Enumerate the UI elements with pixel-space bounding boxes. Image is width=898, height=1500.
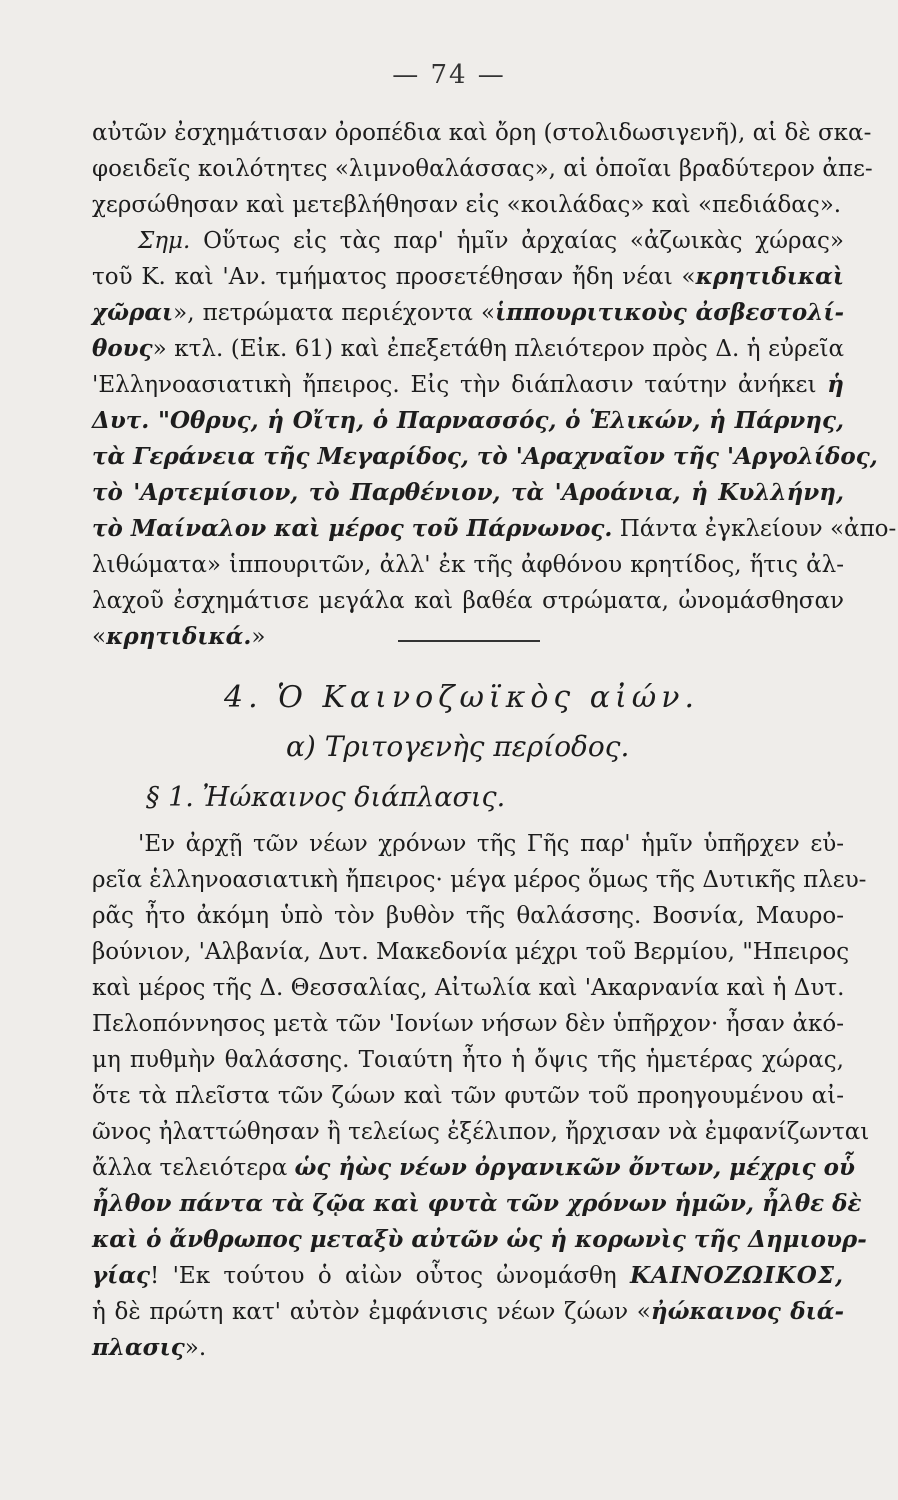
- text-line: [92, 331, 844, 367]
- text-run: «: [92, 624, 107, 650]
- emphasis-run: θους: [92, 335, 153, 362]
- emphasis-run: ΚΑΙΝΟΖΩΙΚΟΣ,: [630, 1262, 844, 1289]
- emphasis-run: τὸ Μαίναλον καὶ μέρος τοῦ Πάρνωνος.: [92, 515, 613, 542]
- text-line: [92, 511, 897, 547]
- text-line: Πελοπόννησος μετὰ τῶν 'Ιονίων νήσων δὲν ὑπῆρχον· ἦσαν ἀκό-: [92, 1011, 844, 1037]
- text-line: [92, 619, 844, 655]
- text-line: φοειδεῖς κοιλότητες «λιμνοθαλάσσας», αἱ ὁποῖαι βραδύτερον ἀπε-: [92, 156, 873, 182]
- subsection-heading: § 1. Ἠώκαινος διάπλασις.: [146, 782, 506, 813]
- text-line: [92, 1258, 844, 1294]
- paragraph-eocene: [92, 826, 870, 1366]
- emphasis-run: γίας: [92, 1262, 151, 1289]
- text-line: [92, 259, 844, 295]
- text-run: 'Ελληνοασιατικὴ ἤπειρος. Εἰς τὴν διάπλασιν ταύτην ἀνήκει: [92, 372, 828, 398]
- text-run: ἄλλα τελειότερα: [92, 1155, 295, 1181]
- text-line: [92, 1330, 844, 1366]
- text-line: [92, 1294, 844, 1330]
- page-number: — 74 —: [392, 60, 506, 90]
- text-line: λαχοῦ ἐσχημάτισε μεγάλα καὶ βαθέα στρώματα, ὠνομάσθησαν: [92, 588, 844, 614]
- text-line: [92, 295, 844, 331]
- note-label: Σημ.: [138, 228, 191, 254]
- emphasis-run: κρητιδικά.: [106, 623, 252, 650]
- emphasis-run: ἱππουριτικοὺς ἀσβεστολί-: [495, 299, 844, 326]
- section-divider: [398, 640, 540, 642]
- text-run: ».: [184, 1335, 207, 1361]
- text-line: [92, 1150, 855, 1186]
- text-line: 'Εν ἀρχῇ τῶν νέων χρόνων τῆς Γῆς παρ' ἡμῖν ὑπῆρχεν εὐ-: [138, 831, 844, 857]
- text-run: τοῦ Κ. καὶ 'Αν. τμήματος προσετέθησαν ἤδη νέαι «: [92, 264, 696, 290]
- emphasis-run: ἡ: [827, 371, 844, 398]
- text-line: τὰ Γεράνεια τῆς Μεγαρίδος, τὸ 'Αραχναῖον τῆς 'Αργολίδος,: [92, 443, 878, 470]
- period-heading: α) Τριτογενὴς περίοδος.: [286, 730, 630, 763]
- emphasis-run: ὡς ἠὼς νέων ὀργανικῶν ὄντων, μέχρις οὗ: [294, 1154, 855, 1181]
- text-line: ρεῖα ἑλληνοασιατικὴ ἤπειρος· μέγα μέρος ὅμως τῆς Δυτικῆς πλευ-: [92, 867, 867, 893]
- paragraph-crystalline-massifs: [92, 115, 897, 655]
- text-run: Οὕτως εἰς τὰς παρ' ἡμῖν ἀρχαίας «ἀζωικὰς χώρας»: [190, 228, 844, 254]
- text-run: », πετρώματα περιέχοντα «: [173, 300, 496, 326]
- text-run: ! 'Εκ τούτου ὁ αἰὼν οὗτος ὠνομάσθη: [150, 1263, 631, 1289]
- text-line: χερσώθησαν καὶ μετεβλήθησαν εἰς «κοιλάδας» καὶ «πεδιάδας».: [92, 192, 842, 218]
- emphasis-run: πλασις: [92, 1334, 185, 1361]
- text-line: ἦλθον πάντα τὰ ζῷα καὶ φυτὰ τῶν χρόνων ἡμῶν, ἦλθε δὲ: [92, 1190, 862, 1217]
- text-line: βούνιον, 'Αλβανία, Δυτ. Μακεδονία μέχρι τοῦ Βερμίου, "Ηπειρος: [92, 939, 850, 965]
- emphasis-run: χῶραι: [92, 299, 174, 326]
- text-line: [92, 367, 844, 403]
- text-line: ὅτε τὰ πλεῖστα τῶν ζώων καὶ τῶν φυτῶν τοῦ προηγουμένου αἰ-: [92, 1083, 844, 1109]
- text-line: τὸ 'Αρτεμίσιον, τὸ Παρθένιον, τὰ 'Αροάνια, ἡ Κυλλήνη,: [92, 479, 844, 506]
- text-line: λιθώματα» ἱππουριτῶν, ἀλλ' ἐκ τῆς ἀφθόνου κρητίδος, ἥτις ἀλ-: [92, 552, 844, 578]
- chapter-heading: 4. Ὁ Καινοζωϊκὸς αἰών.: [224, 680, 700, 715]
- emphasis-run: ἠώκαινος διά-: [650, 1298, 844, 1325]
- text-line: [92, 223, 844, 259]
- text-run: »: [251, 624, 266, 650]
- text-run: Πάντα ἐγκλείουν «ἀπο-: [612, 516, 897, 542]
- text-line: καὶ ὁ ἄνθρωπος μεταξὺ αὐτῶν ὡς ἡ κορωνὶς τῆς Δημιουρ-: [92, 1226, 867, 1253]
- text-line: Δυτ. "Οθρυς, ἡ Οἴτη, ὁ Παρνασσός, ὁ Ἑλικών, ἡ Πάρνης,: [92, 407, 844, 434]
- text-run: ἡ δὲ πρώτη κατ' αὐτὸν ἐμφάνισις νέων ζώων «: [92, 1299, 651, 1325]
- emphasis-run: κρητιδικαὶ: [695, 263, 844, 290]
- text-line: αὐτῶν ἐσχημάτισαν ὀροπέδια καὶ ὄρη (στολιδωσιγενῆ), αἱ δὲ σκα-: [92, 120, 872, 146]
- text-run: » κτλ. (Εἰκ. 61) καὶ ἐπεξετάθη πλειότερον πρὸς Δ. ἡ εὐρεῖα: [152, 336, 844, 362]
- text-line: ρᾶς ἦτο ἀκόμη ὑπὸ τὸν βυθὸν τῆς θαλάσσης. Βοσνία, Μαυρο-: [92, 903, 844, 929]
- text-line: ῶνος ἠλαττώθησαν ἢ τελείως ἐξέλιπον, ἤρχισαν νὰ ἐμφανίζωνται: [92, 1119, 870, 1145]
- text-line: μη πυθμὴν θαλάσσης. Τοιαύτη ἦτο ἡ ὄψις τῆς ἡμετέρας χώρας,: [92, 1047, 844, 1073]
- text-line: καὶ μέρος τῆς Δ. Θεσσαλίας, Αἰτωλία καὶ 'Ακαρνανία καὶ ἡ Δυτ.: [92, 975, 845, 1001]
